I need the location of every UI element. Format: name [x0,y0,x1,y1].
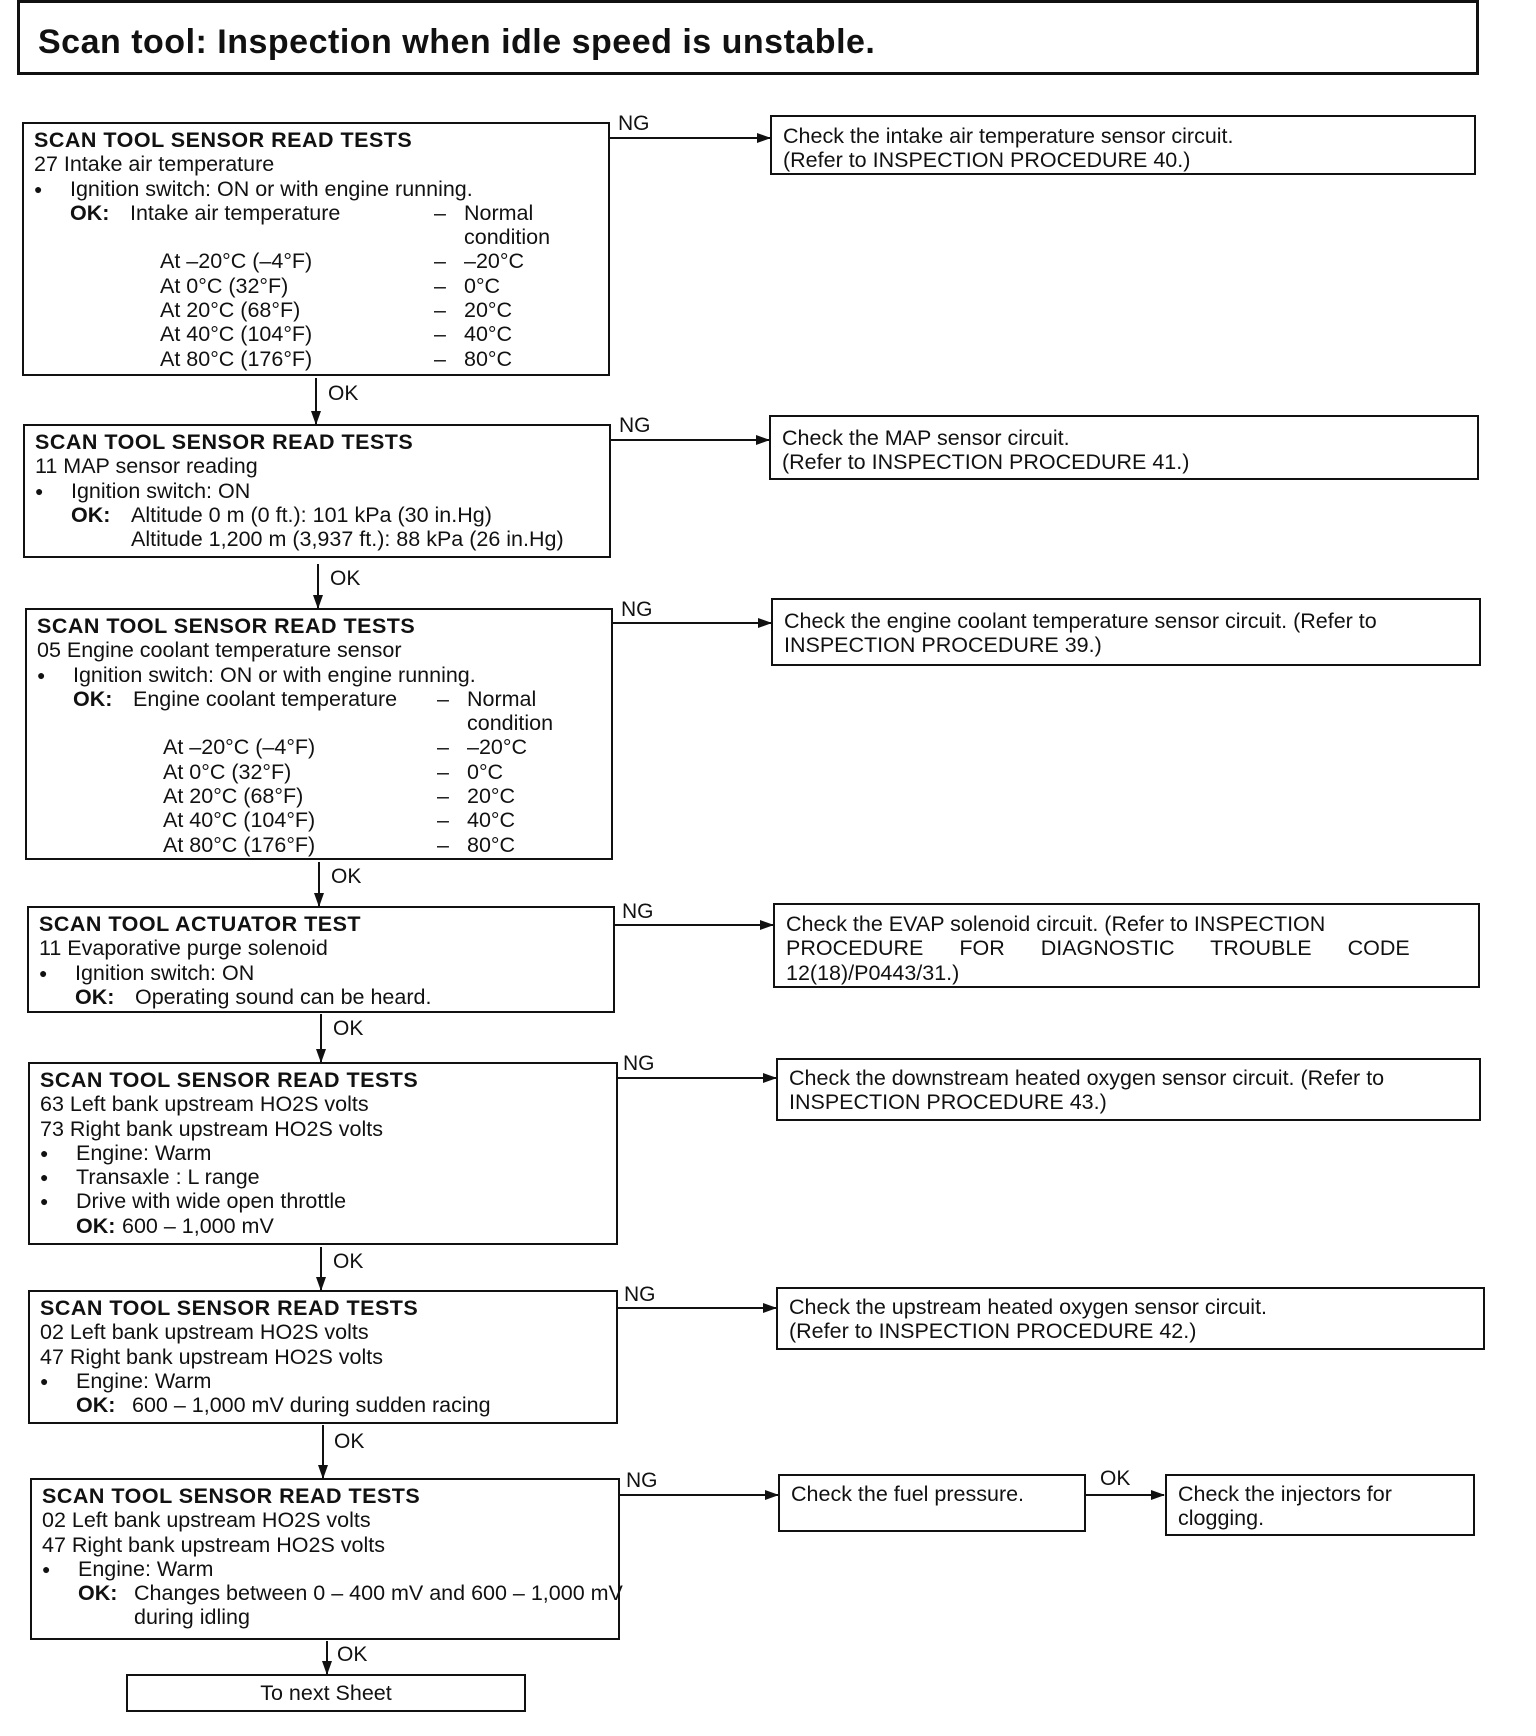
step-3-row-cond: At 0°C (32°F) [163,759,292,784]
step-3-row-value: –20°C [467,735,527,760]
step-7-item: 47 Right bank upstream HO2S volts [42,1532,385,1557]
step-2-box [23,424,611,558]
step-1-bullet: ● Ignition switch: ON or with engine running. [34,177,598,201]
step-7-ok-arrow-label: OK [337,1643,368,1666]
step-4-box [27,906,615,1013]
step-5-ng-label: NG [623,1052,655,1075]
step-3-row-dash: – [437,808,449,833]
step-1-row-cond: At –20°C (–4°F) [160,249,313,274]
step-1-ok-value: Normal [464,200,534,225]
step-3-ok-dash: – [437,686,449,711]
step-6-ok-arrow-label: OK [334,1430,365,1453]
step-3-ng-action-line: INSPECTION PROCEDURE 39.) [784,633,1102,658]
step-1-row-cond: At 80°C (176°F) [160,346,313,371]
step-3-row [37,735,601,759]
step-5-bullet: ● Drive with wide open throttle [40,1189,606,1213]
step-5-bullet: ● Transaxle : L range [40,1165,606,1189]
step-3-row-cond: At 20°C (68°F) [163,784,304,809]
step-1-row-value: 0°C [464,273,501,298]
step-2-heading: SCAN TOOL SENSOR READ TESTS [35,430,414,454]
step-7-heading: SCAN TOOL SENSOR READ TESTS [42,1484,421,1508]
step-3-row-value: 40°C [467,808,516,833]
step-1-ok-text: Intake air temperature [130,200,341,225]
step-3-ng-action-box [771,598,1481,666]
step-4-ok-line: Operating sound can be heard. [135,984,432,1009]
step-5-ng-action-line: INSPECTION PROCEDURE 43.) [789,1090,1107,1115]
step-6-item: 02 Left bank upstream HO2S volts [40,1320,369,1345]
step-2-ok-line: Altitude 0 m (0 ft.): 101 kPa (30 in.Hg) [131,502,492,527]
step-2-ng-action-box [769,415,1479,480]
step-2-item: 11 MAP sensor reading [35,454,258,479]
step-7-ng-label: NG [626,1469,658,1492]
step-4-ng-action-line: Check the EVAP solenoid circuit. (Refer to INSPECTION [786,912,1326,936]
step-6-bullet: ● Engine: Warm [40,1369,606,1393]
step-1-ng-label: NG [618,112,650,135]
step-5-ng-action-box [776,1058,1481,1121]
step-7-ng-ok-label: OK [1100,1467,1131,1490]
step-2-ok-arrow-label: OK [330,567,361,590]
step-3-row-dash: – [437,759,449,784]
step-1-row [34,274,598,298]
step-1-ok-value2: condition [464,225,551,250]
step-6-ng-label: NG [624,1283,656,1306]
step-3-row-dash: – [437,832,449,857]
step-4-ng-action-line: 12(18)/P0443/31.) [786,960,960,985]
step-6-ng-action-line: (Refer to INSPECTION PROCEDURE 42.) [789,1319,1197,1344]
step-3-ok-value: Normal [467,686,537,711]
step-1-ok-row [34,201,598,225]
step-1-row-cond: At 0°C (32°F) [160,273,289,298]
step-7-next-action-box [1165,1474,1475,1536]
step-1-row-cond: At 20°C (68°F) [160,298,301,323]
step-1-item: 27 Intake air temperature [34,152,275,177]
step-4-ok-arrow-label: OK [333,1017,364,1040]
step-2-ok-line: Altitude 1,200 m (3,937 ft.): 88 kPa (26 in.Hg) [131,527,564,552]
step-7-ok-label: OK: [78,1581,118,1606]
step-3-row-cond: At –20°C (–4°F) [163,735,316,760]
step-7-next-action-line: clogging. [1178,1506,1265,1531]
step-5-ok-label: OK: [76,1213,116,1238]
step-3-row-value: 0°C [467,759,504,784]
step-3-box [25,608,613,860]
step-6-ng-action-box [776,1287,1485,1350]
step-1-ok-label: OK: [70,200,110,225]
step-3-ng-action-line: Check the engine coolant temperature sensor circuit. (Refer to [784,609,1377,633]
step-1-row-value: 20°C [464,298,513,323]
step-3-ok-label: OK: [73,686,113,711]
step-1-ok-arrow-label: OK [328,382,359,405]
step-5-ok-arrow-label: OK [333,1250,364,1273]
step-7-ok-line: during idling [134,1605,250,1630]
step-3-row-cond: At 80°C (176°F) [163,832,316,857]
step-1-heading: SCAN TOOL SENSOR READ TESTS [34,128,413,152]
next-sheet-box: To next Sheet [126,1674,526,1712]
step-6-item: 47 Right bank upstream HO2S volts [40,1344,383,1369]
step-1-row-dash: – [434,249,446,274]
step-3-ok-value2: condition [467,711,554,736]
step-5-box [28,1062,618,1245]
step-7-bullet: ● Engine: Warm [42,1557,608,1581]
step-4-ng-action-line: PROCEDURE FOR DIAGNOSTIC TROUBLE CODE [786,936,1410,961]
step-6-box [28,1290,618,1424]
step-7-ng-action-line: Check the fuel pressure. [791,1482,1025,1506]
step-6-ok-label: OK: [76,1393,116,1418]
step-1-row-value: –20°C [464,249,524,274]
step-6-ng-action-line: Check the upstream heated oxygen sensor circuit. [789,1295,1268,1319]
step-3-heading: SCAN TOOL SENSOR READ TESTS [37,614,416,638]
step-1-row-dash: – [434,273,446,298]
step-4-ng-action-box [773,903,1480,988]
step-1-ng-action-line: Check the intake air temperature sensor circuit. [783,124,1234,148]
step-1-ng-action-box [770,115,1476,175]
step-5-ng-action-line: Check the downstream heated oxygen sensor circuit. (Refer to [789,1066,1385,1090]
step-3-ok-row [37,687,601,711]
step-7-next-action-line: Check the injectors for [1178,1482,1392,1506]
step-1-row [34,298,598,322]
step-7-ok-line: Changes between 0 – 400 mV and 600 – 1,000 mV [134,1581,623,1606]
step-3-row [37,760,601,784]
step-2-ng-action-line: (Refer to INSPECTION PROCEDURE 41.) [782,450,1190,475]
step-3-row [37,784,601,808]
step-5-heading: SCAN TOOL SENSOR READ TESTS [40,1068,419,1092]
step-4-item: 11 Evaporative purge solenoid [39,936,328,961]
step-4-ng-label: NG [622,900,654,923]
step-1-ok-dash: – [434,200,446,225]
step-3-item: 05 Engine coolant temperature sensor [37,638,402,663]
step-3-row-dash: – [437,784,449,809]
step-1-row-value: 40°C [464,322,513,347]
step-6-ok-line: 600 – 1,000 mV during sudden racing [132,1393,491,1418]
step-3-row-dash: – [437,735,449,760]
step-5-item: 73 Right bank upstream HO2S volts [40,1116,383,1141]
step-3-ng-label: NG [621,598,653,621]
step-5-bullet: ● Engine: Warm [40,1141,606,1165]
step-1-row [34,347,598,371]
step-3-row-cond: At 40°C (104°F) [163,808,316,833]
step-3-row-value: 80°C [467,832,516,857]
step-1-box [22,122,610,376]
step-1-row-dash: – [434,298,446,323]
step-7-ng-action-box [778,1474,1086,1532]
step-3-ok-text: Engine coolant temperature [133,686,398,711]
step-3-row [37,833,601,857]
step-2-ok-label: OK: [71,502,111,527]
step-3-row-value: 20°C [467,784,516,809]
step-1-row-value: 80°C [464,346,513,371]
step-3-ok-arrow-label: OK [331,865,362,888]
step-4-ok-label: OK: [75,984,115,1009]
step-1-row [34,249,598,273]
step-1-row-cond: At 40°C (104°F) [160,322,313,347]
step-1-row [34,322,598,346]
step-6-heading: SCAN TOOL SENSOR READ TESTS [40,1296,419,1320]
step-2-bullet: ● Ignition switch: ON [35,479,599,503]
step-4-heading: SCAN TOOL ACTUATOR TEST [39,912,362,936]
step-5-item: 63 Left bank upstream HO2S volts [40,1092,369,1117]
step-2-ng-label: NG [619,414,651,437]
step-3-row [37,808,601,832]
step-1-row-dash: – [434,322,446,347]
step-3-bullet: ● Ignition switch: ON or with engine running. [37,663,601,687]
step-2-ng-action-line: Check the MAP sensor circuit. [782,426,1070,450]
step-7-box [30,1478,623,1640]
step-1-ng-action-line: (Refer to INSPECTION PROCEDURE 40.) [783,148,1191,173]
page-title: Scan tool: Inspection when idle speed is unstable. [38,23,876,61]
step-1-row-dash: – [434,346,446,371]
step-4-bullet: ● Ignition switch: ON [39,961,603,985]
step-7-item: 02 Left bank upstream HO2S volts [42,1508,371,1533]
step-5-ok-line: 600 – 1,000 mV [122,1213,274,1238]
